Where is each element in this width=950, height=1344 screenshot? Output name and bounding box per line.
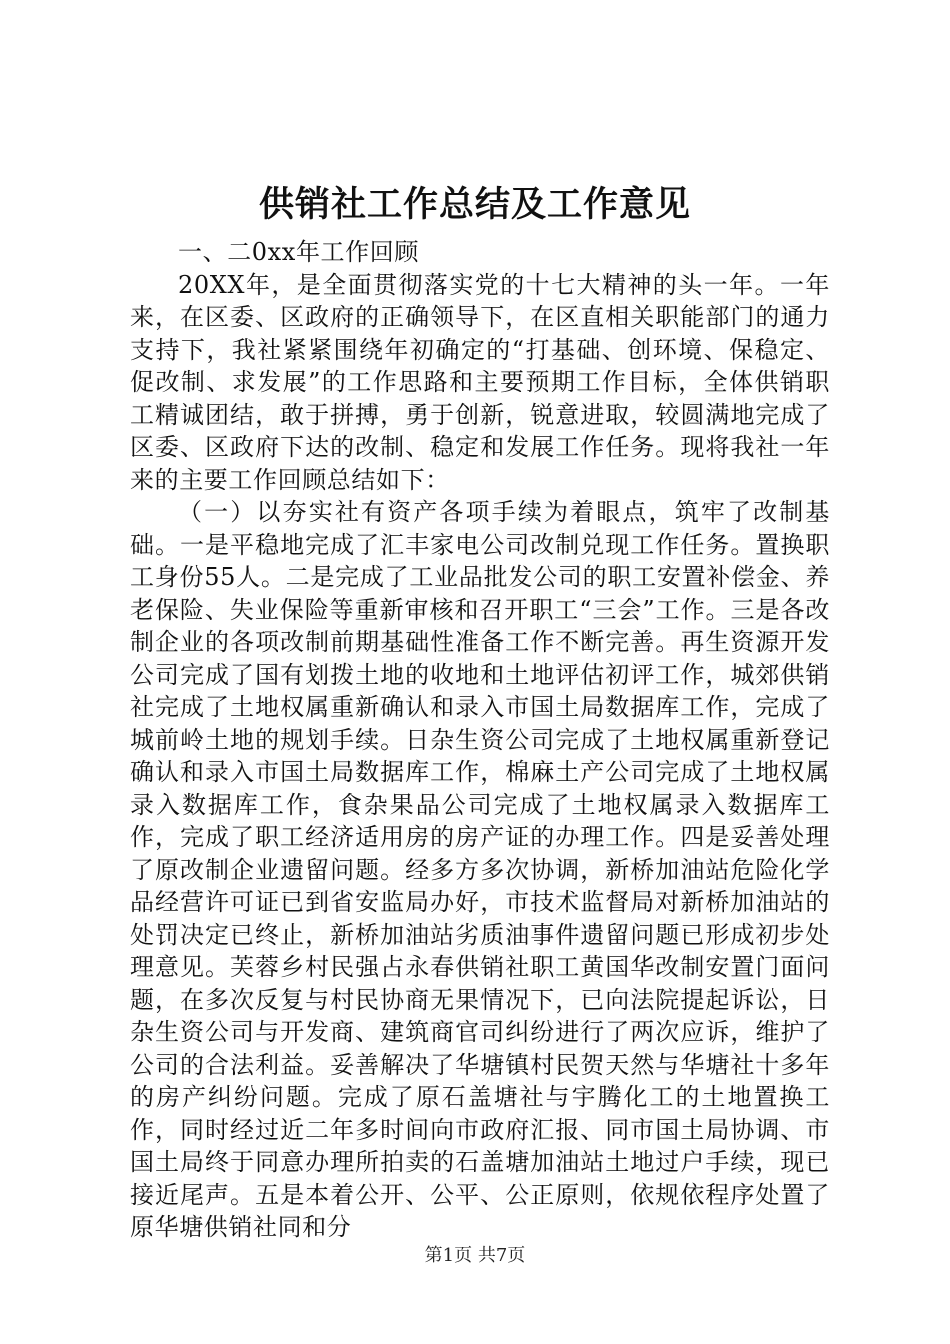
page-number-footer: 第1页 共7页 xyxy=(424,1245,526,1266)
section-heading: 一、二0xx年工作回顾 xyxy=(178,238,419,266)
paragraph-intro: 20XX年，是全面贯彻落实党的十七大精神的头一年。一年来，在区委、区政府的正确领导下，在区直相关职能部门的通力支持下，我社紧紧围绕年初确定的“打基础、创环境、保稳定、促改制、求发展”的工作思路和主要预期工作目标，全体供销职工精诚团结，敢于拼搏，勇于创新，锐意进取，较圆满地完成了区委、区政府下达的改制、稳定和发展工作任务。现将我社一年来的主要工作回顾总结如下： xyxy=(130,270,830,494)
document-title: 供销社工作总结及工作意见 xyxy=(258,184,691,225)
paragraph-part-one: （一）以夯实社有资产各项手续为着眼点，筑牢了改制基础。一是平稳地完成了汇丰家电公司改制兑现工作任务。置换职工身份55人。二是完成了工业品批发公司的职工安置补偿金、养老保险、失业保险等重新审核和召开职工“三会”工作。三是各改制企业的各项改制前期基础性准备工作不断完善。再生资源开发公司完成了国有划拨土地的收地和土地评估初评工作，城郊供销社完成了土地权属重新确认和录入市国土局数据库工作，完成了城前岭土地的规划手续。日杂生资公司完成了土地权属重新登记确认和录入市国土局数据库工作，棉麻土产公司完成了土地权属录入数据库工作，食杂果品公司完成了土地权属录入数据库工作，完成了职工经济适用房的房产证的办理工作。四是妥善处理了原改制企业遗留问题。经多方多次协调，新桥加油站危险化学品经营许可证已到省安监局办好，市技术监督局对新桥加油站的处罚决定已终止，新桥加油站劣质油事件遗留问题已形成初步处理意见。芙蓉乡村民强占永春供销社职工黄国华改制安置门面问题，在多次反复与村民协商无果情况下，已向法院提起诉讼，日杂生资公司与开发商、建筑商官司纠纷进行了两次应诉，维护了公司的合法利益。妥善解决了华塘镇村民贺天然与华塘社十多年的房产纠纷问题。完成了原石盖塘社与宇腾化工的土地置换工作，同时经过近二年多时间向市政府汇报、同市国土局协调、市国土局终于同意办理所拍卖的石盖塘加油站土地过户手续，现已接近尾声。五是本着公开、公平、公正原则，依规依程序处置了原华塘供销社同和分 xyxy=(130,498,830,1241)
document-body xyxy=(130,236,830,1244)
